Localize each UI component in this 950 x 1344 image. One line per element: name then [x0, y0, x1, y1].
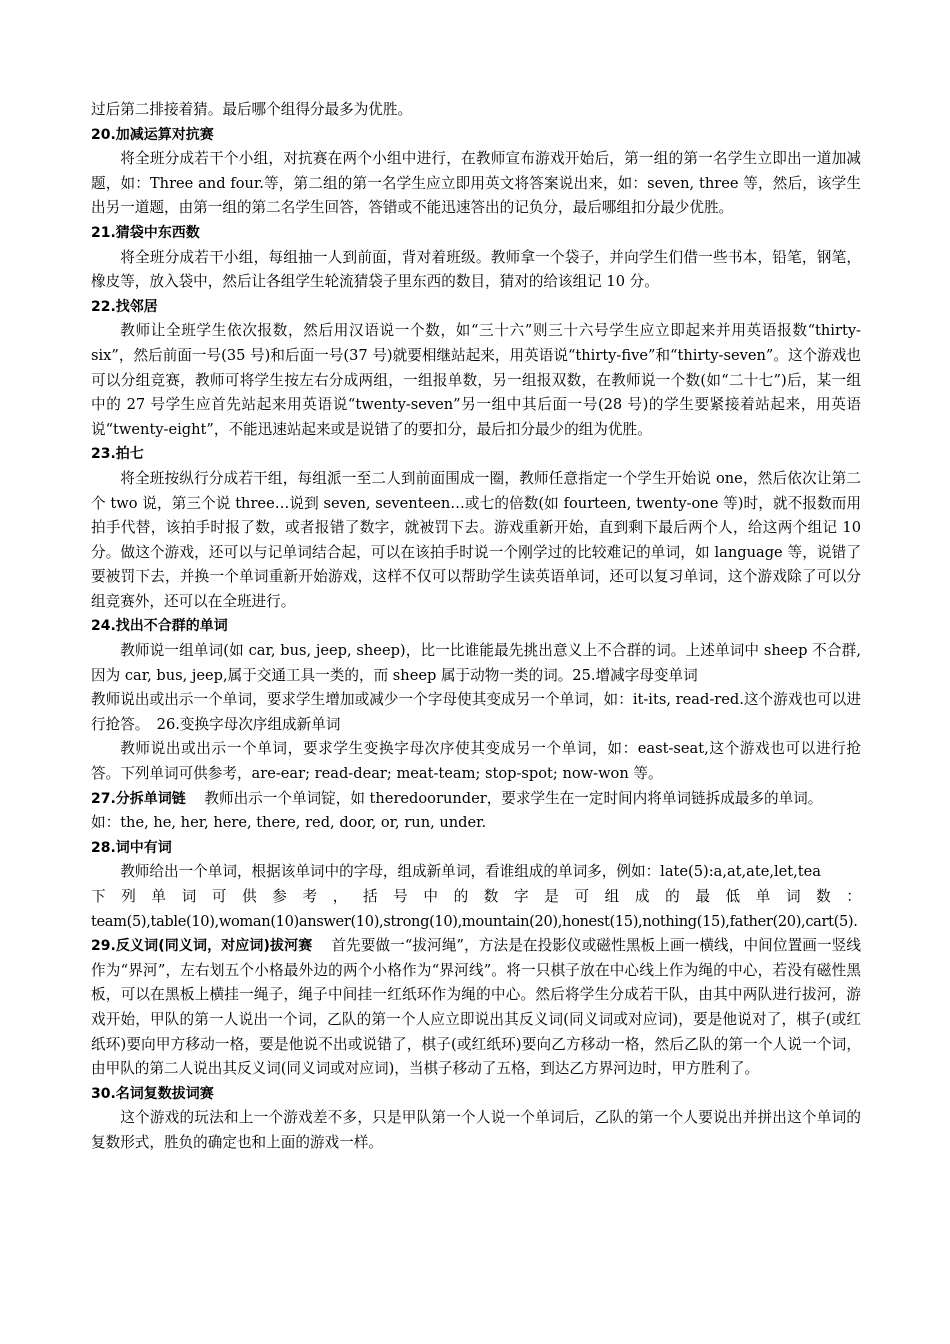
section-body-23: 将全班按纵行分成若干组，每组派一至二人到前面围成一圈，教师任意指定一个学生开始说 one，然后依次让第二个 two 说，第三个说 three…说到 seven, seventeen…或七的倍数(如 fourteen, twenty-one 等)时，就不报数而用拍手代替，该拍手时报了数，或者报错了数字，就被罚下去。游戏重新开始，直到剩下最后两个人，给这两个组记 10 分。做这个游戏，还可以与记单词结合起，可以在该拍手时说一个刚学过的比较难记的单词，如 language 等，说错了要被罚下去，并换一个单词重新开始游戏，这样不仅可以帮助学生读英语单词，还可以复习单词，这个游戏除了可以分组竞赛外，还可以在全班进行。	[91, 469, 861, 610]
section-body-22: 教师让全班学生依次报数，然后用汉语说一个数，如“三十六”则三十六号学生应立即起来并用英语报数“thirty-six”，然后前面一号(35 号)和后面一号(37 号)就要相继站起来，用英语说“thirty-five”和“thirty-seven”。这个游戏也可以分组竞赛，教师可将学生按左右分成两组，一组报单数，另一组报双数，在教师说一个数(如“二十七”)后，某一组中的 27 号学生应首先站起来用英语说“twenty-seven”另一组中其后面一号(28 号)的学生要紧接着站起来，用英语说“twenty-eight”，不能迅速站起来或是说错了的要扣分，最后扣分最少的组为优胜。	[91, 322, 861, 438]
section-body-25: 教师说出或出示一个单词，要求学生增加或减少一个字母使其变成另一个单词，如：it-its, read-red.这个游戏也可以进行抢答。 26.变换字母次序组成新单词	[91, 691, 861, 733]
section-body-28-list: team(5),table(10),woman(10)answer(10),strong(10),mountain(20),honest(15),nothing(15),father(20),cart(5).	[91, 912, 858, 930]
section-body-24: 教师说一组单词(如 car, bus, jeep, sheep)，比一比谁能最先挑出意义上不合群的词。上述单词中 sheep 不合群,因为 car, bus, jeep,属于交通工具一类的，而 sheep 属于动物一类的词。25.增减字母变单词	[91, 642, 861, 684]
section-heading-27: 27.分拆单词链	[91, 790, 186, 807]
section-heading-23: 23.拍七	[91, 446, 144, 463]
section-body-29: 首先要做一“拔河绳”，方法是在投影仪或磁性黑板上画一横线，中间位置画一竖线作为“界河”，左右划五个小格最外边的两个小格作为“界河线”。将一只棋子放在中心线上作为绳的中心，若没有磁性黑板，可以在黑板上横挂一绳子，绳子中间挂一红纸环作为绳的中心。然后将学生分成若干队，由其中两队进行拔河，游戏开始，甲队的第一人说出一个词，乙队的第一个人应立即说出其反义词(同义词或对应词)，要是他说对了，棋子(或红纸环)要向甲方移动一格，要是他说不出或说错了，棋子(或红纸环)要向乙方移动一格，然后乙队的第一个人说一个词，由甲队的第二人说出其反义词(同义词或对应词)，当棋子移动了五格，到达乙方界河边时，甲方胜利了。	[91, 937, 861, 1078]
section-body-21: 将全班分成若干小组，每组抽一人到前面，背对着班级。教师拿一个袋子，并向学生们借一些书本，铅笔，钢笔，橡皮等，放入袋中，然后让各组学生轮流猜袋子里东西的数目，猜对的给该组记 10 分。	[91, 248, 861, 291]
section-heading-22: 22.找邻居	[91, 298, 158, 315]
section-body-28: 教师给出一个单词，根据该单词中的字母，组成新单词，看谁组成的单词多，例如：late(5):a,at,ate,let,tea	[120, 863, 822, 881]
document-page	[91, 98, 861, 1156]
section-body-28-note: 下列单词可供参考，括号中的数字是可组成的最低单词数：	[91, 888, 861, 905]
section-heading-28: 28.词中有词	[91, 839, 172, 856]
section-heading-24: 24.找出不合群的单词	[91, 618, 228, 635]
section-body-26: 教师说出或出示一个单词，要求学生变换字母次序使其变成另一个单词，如：east-seat,这个游戏也可以进行抢答。下列单词可供参考，are-ear; read-dear; meat-team; stop-spot; now-won 等。	[91, 740, 861, 783]
section-heading-21: 21.猜袋中东西数	[91, 224, 200, 241]
section-27-line	[91, 787, 861, 812]
section-body-20: 将全班分成若干个小组，对抗赛在两个小组中进行，在教师宣布游戏开始后，第一组的第一名学生立即出一道加减题，如：Three and four.等，第二组的第一名学生应立即用英文将答案说出来，如：seven, three 等，然后，该学生出另一道题，由第一组的第二名学生回答，答错或不能迅速答出的记负分，最后哪组扣分最少优胜。	[91, 150, 861, 217]
section-heading-20: 20.加减运算对抗赛	[91, 126, 214, 143]
section-heading-29: 29.反义词(同义词，对应词)拔河赛	[91, 938, 313, 955]
section-body-27: 教师出示一个单词锭，如 theredoorunder，要求学生在一定时间内将单词链拆成最多的单词。	[204, 789, 823, 807]
section-heading-30: 30.名词复数拔词赛	[91, 1085, 214, 1102]
paragraph-continuation: 过后第二排接着猜。最后哪个组得分最多为优胜。	[91, 101, 413, 118]
section-body-27-examples: 如：the, he, her, here, there, red, door, or, run, under.	[91, 814, 487, 832]
section-body-30: 这个游戏的玩法和上一个游戏差不多，只是甲队第一个人说一个单词后，乙队的第一个人要说出并拼出这个单词的复数形式，胜负的确定也和上面的游戏一样。	[91, 1109, 861, 1151]
section-29-paragraph	[91, 934, 861, 1082]
